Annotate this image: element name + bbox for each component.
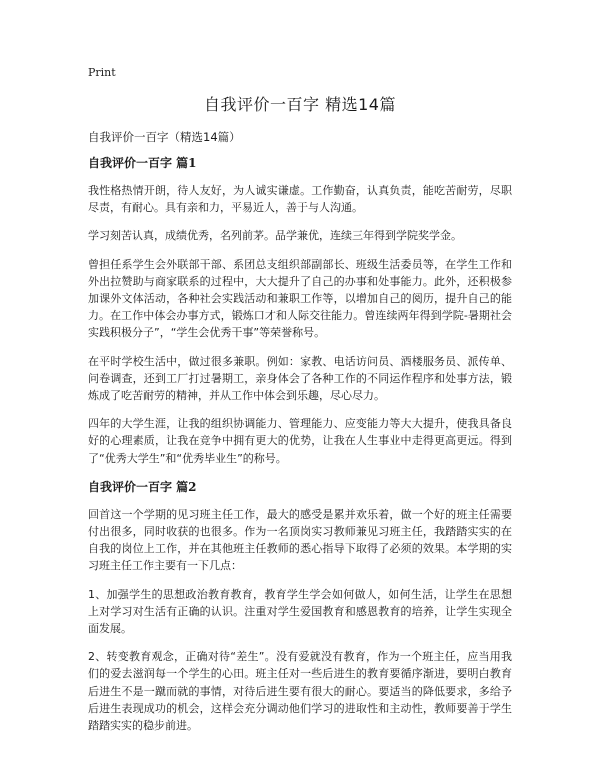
paragraph: 我性格热情开朗，待人友好，为人诚实谦虚。工作勤奋，认真负责，能吃苦耐劳，尽职尽责，有耐心。具有亲和力，平易近人，善于与人沟通。 bbox=[88, 184, 512, 215]
paragraph: 曾担任系学生会外联部干部、系团总支组织部副部长、班级生活委员等，在学生工作和外出拉赞助与商家联系的过程中，大大提升了自己的办事和处事能力。此外，还积极参加课外文体活动，各种社会实践活动和兼职工作等，以增加自己的阅历，提升自己的能力。在工作中体会办事方式，锻炼口才和人际交往能力。曾连续两年得到学院-暑期社会实践积极分子”，“学生会优秀干事”等荣誉称号。 bbox=[88, 257, 512, 340]
section-2 bbox=[88, 478, 512, 734]
paragraph: 学习刻苦认真，成绩优秀，名列前茅。品学兼优，连续三年得到学院奖学金。 bbox=[88, 229, 462, 243]
paragraph: 2、转变教育观念，正确对待“差生”。没有爱就没有教育，作为一个班主任，应当用我们的爱去滋润每一个学生的心田。班主任对一些后进生的教育要循序渐进，要明白教育后进生不是一蹴而就的事情，对待后进生要有很大的耐心。要适当的降低要求，多给予后进生表现成功的机会，这样会充分调动他们学习的进取性和主动性，教师要善于学生踏踏实实的稳步前进。 bbox=[88, 650, 512, 733]
section-1 bbox=[88, 154, 512, 467]
paragraph: 在平时学校生活中，做过很多兼职。例如：家教、电话访问员、酒楼服务员、派传单、问卷调查，还到工厂打过暑期工，亲身体会了各种工作的不同运作程序和处事方法，锻炼成了吃苦耐劳的精神，并从工作中体会到乐趣，尽心尽力。 bbox=[88, 354, 512, 403]
section-heading: 自我评价一百字 篇1 bbox=[88, 156, 197, 170]
section-heading: 自我评价一百字 篇2 bbox=[88, 479, 197, 494]
document-title: 自我评价一百字 精选14篇 bbox=[204, 95, 396, 114]
paragraph: 回首这一个学期的见习班主任工作，最大的感受是累并欢乐着，做一个好的班主任需要付出很多，同时收获的也很多。作为一名顶岗实习教师兼见习班主任，我踏踏实实的在自我的岗位上工作，并在其他班主任教师的悉心指导下取得了必须的效果。本学期的实习班主任工作主要有一下几点： bbox=[88, 507, 512, 573]
paragraph: 四年的大学生涯，让我的组织协调能力、管理能力、应变能力等大大提升，使我具备良好的心理素质，让我在竞争中拥有更大的优势，让我在人生事业中走得更高更远。得到了“优秀大学生”和“优秀毕业生”的称号。 bbox=[88, 417, 512, 465]
print-link[interactable]: Print bbox=[88, 66, 116, 79]
paragraph: 1、加强学生的思想政治教育教育，教育学生学会如何做人，如何生活，让学生在思想上对学习对生活有正确的认识。注重对学生爱国教育和感恩教育的培养，让学生实现全面发展。 bbox=[88, 587, 512, 636]
document-subtitle: 自我评价一百字（精选14篇） bbox=[88, 130, 241, 144]
